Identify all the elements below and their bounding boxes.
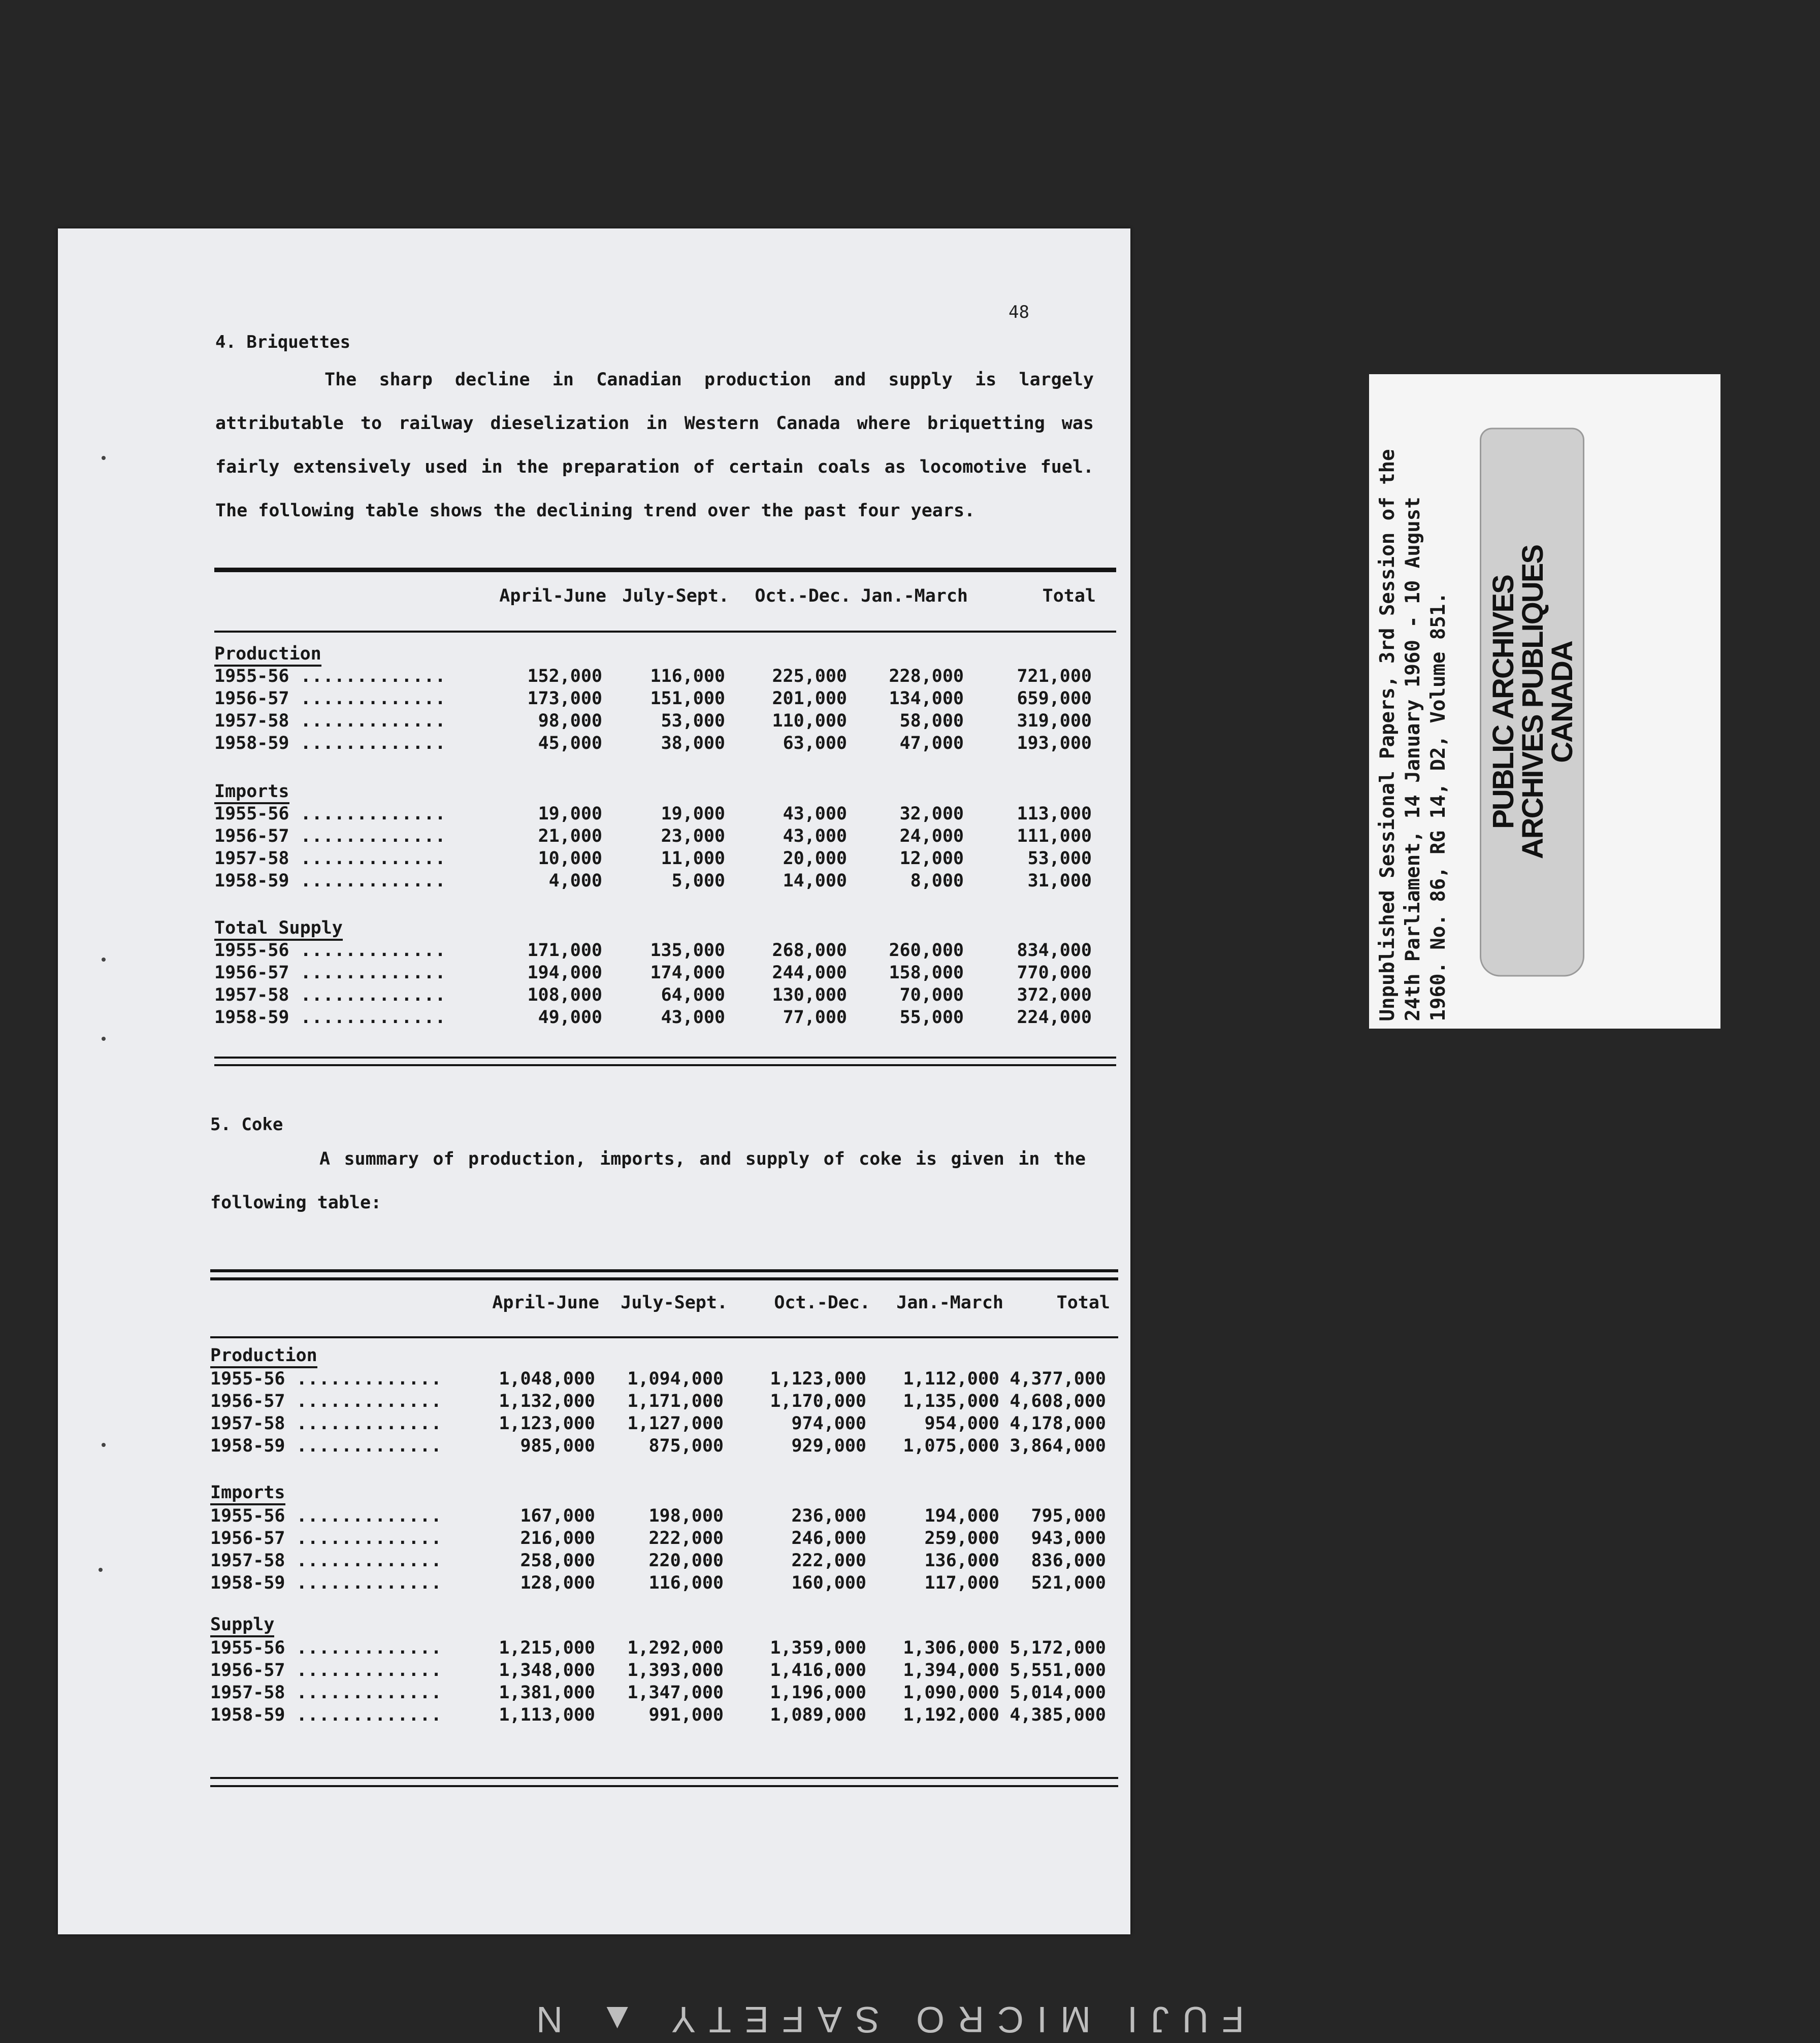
row-year-label: 1958-59 (214, 733, 289, 753)
table-cell: 1,359,000 (770, 1638, 866, 1658)
table-cell: 19,000 (661, 804, 725, 824)
table-cell: 244,000 (772, 963, 847, 983)
dot-leader: ............. (285, 1660, 442, 1680)
table-cell: 795,000 (1031, 1506, 1106, 1526)
table-cell: 1,048,000 (499, 1369, 595, 1389)
table-row (214, 940, 1116, 963)
table-cell: 20,000 (783, 848, 847, 869)
table-cell: 268,000 (772, 940, 847, 961)
dot-leader: ............. (289, 666, 446, 686)
table-cell: 45,000 (538, 733, 602, 753)
column-header: April-June (499, 586, 606, 606)
dot-leader: ............. (285, 1436, 442, 1456)
row-year-label: 1956-57 (210, 1528, 285, 1548)
row-year-label: 1956-57 (214, 688, 289, 709)
table-cell: 1,215,000 (499, 1638, 595, 1658)
table-cell: 521,000 (1031, 1573, 1106, 1593)
dot-leader: ............. (289, 940, 446, 961)
row-year-label: 1955-56 (210, 1506, 285, 1526)
row-year (214, 666, 446, 686)
table-cell: 128,000 (520, 1573, 595, 1593)
table-cell: 43,000 (783, 826, 847, 846)
table-row (210, 1573, 1118, 1595)
table-cell: 201,000 (772, 688, 847, 709)
row-year (214, 826, 446, 846)
table-cell: 11,000 (661, 848, 725, 869)
table-cell: 1,393,000 (627, 1660, 724, 1680)
row-year (214, 688, 446, 709)
table-cell: 222,000 (648, 1528, 724, 1548)
table-cell: 47,000 (899, 733, 964, 753)
table-row (214, 848, 1116, 871)
table-row (210, 1660, 1118, 1683)
table-cell: 23,000 (661, 826, 725, 846)
table-cell: 1,170,000 (770, 1391, 866, 1411)
table-cell: 991,000 (648, 1705, 724, 1725)
row-year (214, 940, 446, 961)
table-cell: 259,000 (924, 1528, 999, 1548)
row-year (214, 711, 446, 731)
archive-card-content (1369, 374, 1720, 1029)
table-cell: 151,000 (650, 688, 725, 709)
citation-line: 24th Parliament, 14 January 1960 - 10 August (1402, 497, 1424, 1021)
table-cell: 53,000 (661, 711, 725, 731)
table-row (214, 985, 1116, 1007)
table-cell: 4,608,000 (1010, 1391, 1106, 1411)
table-row (210, 1436, 1118, 1458)
row-year (210, 1369, 442, 1389)
table-cell: 193,000 (1017, 733, 1092, 753)
column-header: April-June (492, 1293, 599, 1313)
table-row (210, 1638, 1118, 1660)
table-cell: 116,000 (650, 666, 725, 686)
table-cell: 134,000 (889, 688, 964, 709)
table-cell: 1,132,000 (499, 1391, 595, 1411)
table-cell: 198,000 (648, 1506, 724, 1526)
table-rule (214, 631, 1116, 633)
table-row (214, 963, 1116, 985)
row-year (214, 1007, 446, 1028)
table-rule (214, 1057, 1116, 1059)
dot-leader: ............. (289, 826, 446, 846)
table-cell: 194,000 (924, 1506, 999, 1526)
stamp-line: CANADA (1546, 641, 1579, 763)
table-cell: 246,000 (791, 1528, 866, 1548)
table-cell: 372,000 (1017, 985, 1092, 1005)
table-cell: 770,000 (1017, 963, 1092, 983)
dot-leader: ............. (285, 1683, 442, 1703)
table-cell: 5,551,000 (1010, 1660, 1106, 1680)
column-header: Oct.-Dec. (774, 1293, 870, 1313)
table-cell: 24,000 (899, 826, 964, 846)
table-cell: 224,000 (1017, 1007, 1092, 1028)
table-cell: 836,000 (1031, 1551, 1106, 1571)
table-rule (210, 1785, 1118, 1787)
row-year-label: 1958-59 (210, 1705, 285, 1725)
table-cell: 38,000 (661, 733, 725, 753)
row-year (210, 1528, 442, 1548)
row-year-label: 1955-56 (214, 940, 289, 961)
film-speck (102, 456, 106, 460)
row-year-label: 1957-58 (210, 1413, 285, 1434)
briquettes-table (214, 568, 1116, 1070)
row-year-label: 1956-57 (210, 1660, 285, 1680)
column-header: Jan.-March (861, 586, 968, 606)
table-row (214, 733, 1116, 755)
table-cell: 14,000 (783, 871, 847, 891)
table-cell: 8,000 (910, 871, 964, 891)
briquettes-heading: 4. Briquettes (215, 332, 351, 352)
table-cell: 5,000 (671, 871, 725, 891)
row-year (210, 1413, 442, 1434)
dot-leader: ............. (285, 1528, 442, 1548)
table-cell: 130,000 (772, 985, 847, 1005)
table-cell: 1,192,000 (903, 1705, 999, 1725)
table-cell: 4,385,000 (1010, 1705, 1106, 1725)
dot-leader: ............. (285, 1413, 442, 1434)
film-edge-marking: FUJI MICRO SAFETY ▲ N (523, 1999, 1244, 2039)
table-cell: 111,000 (1017, 826, 1092, 846)
table-cell: 1,127,000 (627, 1413, 724, 1434)
coke-heading: 5. Coke (210, 1114, 283, 1135)
table-cell: 721,000 (1017, 666, 1092, 686)
table-cell: 1,113,000 (499, 1705, 595, 1725)
row-year-label: 1955-56 (210, 1369, 285, 1389)
row-year-label: 1956-57 (210, 1391, 285, 1411)
row-year-label: 1955-56 (210, 1638, 285, 1658)
table-cell: 1,347,000 (627, 1683, 724, 1703)
table-cell: 49,000 (538, 1007, 602, 1028)
table-row (210, 1528, 1118, 1551)
table-rule (210, 1277, 1118, 1280)
table-cell: 974,000 (791, 1413, 866, 1434)
table-cell: 954,000 (924, 1413, 999, 1434)
table-row (210, 1506, 1118, 1528)
film-speck (102, 1037, 106, 1041)
table-cell: 135,000 (650, 940, 725, 961)
public-archives-stamp (1480, 428, 1584, 977)
table-cell: 70,000 (899, 985, 964, 1005)
dot-leader: ............. (289, 711, 446, 731)
table-cell: 1,075,000 (903, 1436, 999, 1456)
table-cell: 31,000 (1027, 871, 1092, 891)
briquettes-intro (215, 358, 1094, 533)
table-cell: 64,000 (661, 985, 725, 1005)
citation-line: Unpublished Sessional Papers, 3rd Session of the (1376, 449, 1399, 1021)
row-year (214, 733, 446, 753)
table-row (214, 826, 1116, 848)
row-year-label: 1957-58 (210, 1683, 285, 1703)
table-row (210, 1683, 1118, 1705)
column-header: July-Sept. (621, 1293, 728, 1313)
row-year (210, 1705, 442, 1725)
table-rule (210, 1269, 1118, 1272)
table-cell: 108,000 (527, 985, 602, 1005)
row-year (210, 1391, 442, 1411)
dot-leader: ............. (289, 688, 446, 709)
column-header: Oct.-Dec. (755, 586, 851, 606)
dot-leader: ............. (289, 1007, 446, 1028)
dot-leader: ............. (285, 1391, 442, 1411)
table-cell: 98,000 (538, 711, 602, 731)
table-cell: 1,089,000 (770, 1705, 866, 1725)
table-cell: 260,000 (889, 940, 964, 961)
table-cell: 173,000 (527, 688, 602, 709)
group-title: Imports (214, 781, 289, 804)
row-year-label: 1958-59 (210, 1436, 285, 1456)
film-speck (102, 1443, 106, 1447)
table-cell: 1,348,000 (499, 1660, 595, 1680)
dot-leader: ............. (289, 804, 446, 824)
row-year (210, 1551, 442, 1571)
table-cell: 1,381,000 (499, 1683, 595, 1703)
table-cell: 1,196,000 (770, 1683, 866, 1703)
table-cell: 943,000 (1031, 1528, 1106, 1548)
table-cell: 194,000 (527, 963, 602, 983)
row-year (210, 1660, 442, 1680)
table-cell: 10,000 (538, 848, 602, 869)
dot-leader: ............. (289, 848, 446, 869)
table-cell: 113,000 (1017, 804, 1092, 824)
dot-leader: ............. (289, 871, 446, 891)
film-speck (99, 1568, 103, 1572)
citation-line: 1960. No. 86, RG 14, D2, Volume 851. (1427, 592, 1450, 1021)
row-year-label: 1955-56 (214, 804, 289, 824)
archive-reference-card (1369, 374, 1720, 1029)
table-cell: 225,000 (772, 666, 847, 686)
table-row (214, 1007, 1116, 1030)
table-row (214, 666, 1116, 688)
column-header: Total (1056, 1293, 1110, 1313)
dot-leader: ............. (285, 1506, 442, 1526)
table-cell: 929,000 (791, 1436, 866, 1456)
table-cell: 152,000 (527, 666, 602, 686)
table-cell: 1,416,000 (770, 1660, 866, 1680)
table-cell: 53,000 (1027, 848, 1092, 869)
table-cell: 1,135,000 (903, 1391, 999, 1411)
column-header: Total (1042, 586, 1096, 606)
table-cell: 174,000 (650, 963, 725, 983)
table-cell: 110,000 (772, 711, 847, 731)
table-cell: 19,000 (538, 804, 602, 824)
table-cell: 1,123,000 (499, 1413, 595, 1434)
document-page (58, 228, 1130, 1934)
row-year (214, 804, 446, 824)
table-cell: 4,000 (548, 871, 602, 891)
table-row (214, 688, 1116, 711)
table-cell: 136,000 (924, 1551, 999, 1571)
column-header: Jan.-March (896, 1293, 1003, 1313)
row-year-label: 1955-56 (214, 666, 289, 686)
group-title: Total Supply (214, 918, 343, 941)
row-year-label: 1958-59 (214, 871, 289, 891)
table-cell: 21,000 (538, 826, 602, 846)
column-header: July-Sept. (622, 586, 729, 606)
briquettes-intro-text: The sharp decline in Canadian production and supply is largely attributable to railway dieselization in Western Canada where briquetting was fairly extensively used in the preparation of certain coals as locomotive fuel. The following table shows the declining trend over the past four years. (215, 370, 1094, 521)
group-title: Production (210, 1345, 317, 1368)
table-cell: 228,000 (889, 666, 964, 686)
table-cell: 875,000 (648, 1436, 724, 1456)
table-cell: 171,000 (527, 940, 602, 961)
dot-leader: ............. (285, 1573, 442, 1593)
table-cell: 63,000 (783, 733, 847, 753)
row-year (210, 1436, 442, 1456)
row-year-label: 1957-58 (214, 711, 289, 731)
table-cell: 58,000 (899, 711, 964, 731)
table-cell: 1,112,000 (903, 1369, 999, 1389)
row-year (214, 848, 446, 869)
stamp-line: ARCHIVES PUBLIQUES (1516, 545, 1549, 860)
dot-leader: ............. (289, 963, 446, 983)
table-cell: 167,000 (520, 1506, 595, 1526)
row-year-label: 1956-57 (214, 826, 289, 846)
table-cell: 4,377,000 (1010, 1369, 1106, 1389)
table-row (214, 804, 1116, 826)
table-cell: 216,000 (520, 1528, 595, 1548)
table-cell: 319,000 (1017, 711, 1092, 731)
group-title: Supply (210, 1614, 274, 1637)
row-year (214, 963, 446, 983)
table-cell: 1,171,000 (627, 1391, 724, 1411)
dot-leader: ............. (285, 1638, 442, 1658)
coke-intro (210, 1137, 1086, 1225)
table-cell: 12,000 (899, 848, 964, 869)
table-cell: 4,178,000 (1010, 1413, 1106, 1434)
table-row (210, 1413, 1118, 1436)
table-cell: 43,000 (661, 1007, 725, 1028)
table-row (210, 1391, 1118, 1413)
table-cell: 1,306,000 (903, 1638, 999, 1658)
page-number: 48 (1009, 302, 1029, 322)
table-row (210, 1551, 1118, 1573)
table-rule (210, 1336, 1118, 1338)
row-year (214, 871, 446, 891)
table-cell: 236,000 (791, 1506, 866, 1526)
row-year-label: 1957-58 (214, 985, 289, 1005)
table-row (210, 1705, 1118, 1727)
table-cell: 55,000 (899, 1007, 964, 1028)
table-cell: 1,394,000 (903, 1660, 999, 1680)
row-year-label: 1956-57 (214, 963, 289, 983)
group-title: Imports (210, 1482, 285, 1505)
table-cell: 5,014,000 (1010, 1683, 1106, 1703)
dot-leader: ............. (285, 1551, 442, 1571)
table-row (214, 711, 1116, 733)
dot-leader: ............. (285, 1705, 442, 1725)
row-year (214, 985, 446, 1005)
table-rule (214, 1064, 1116, 1066)
table-cell: 1,090,000 (903, 1683, 999, 1703)
table-cell: 220,000 (648, 1551, 724, 1571)
table-rule (210, 1777, 1118, 1779)
table-rule (214, 568, 1116, 572)
table-cell: 834,000 (1017, 940, 1092, 961)
table-cell: 5,172,000 (1010, 1638, 1106, 1658)
group-title: Production (214, 644, 321, 667)
table-cell: 160,000 (791, 1573, 866, 1593)
row-year (210, 1573, 442, 1593)
dot-leader: ............. (289, 733, 446, 753)
stamp-line: PUBLIC ARCHIVES (1487, 575, 1520, 829)
dot-leader: ............. (285, 1369, 442, 1389)
table-cell: 659,000 (1017, 688, 1092, 709)
table-cell: 77,000 (783, 1007, 847, 1028)
coke-table (210, 1269, 1118, 1807)
table-cell: 1,094,000 (627, 1369, 724, 1389)
table-cell: 32,000 (899, 804, 964, 824)
row-year-label: 1957-58 (210, 1551, 285, 1571)
table-cell: 258,000 (520, 1551, 595, 1571)
row-year-label: 1957-58 (214, 848, 289, 869)
row-year (210, 1506, 442, 1526)
coke-intro-text: A summary of production, imports, and supply of coke is given in the following table: (210, 1149, 1086, 1213)
table-cell: 158,000 (889, 963, 964, 983)
film-speck (102, 958, 106, 962)
table-cell: 1,292,000 (627, 1638, 724, 1658)
table-row (210, 1369, 1118, 1391)
table-cell: 117,000 (924, 1573, 999, 1593)
dot-leader: ............. (289, 985, 446, 1005)
row-year-label: 1958-59 (214, 1007, 289, 1028)
table-cell: 116,000 (648, 1573, 724, 1593)
table-cell: 1,123,000 (770, 1369, 866, 1389)
table-cell: 43,000 (783, 804, 847, 824)
table-cell: 222,000 (791, 1551, 866, 1571)
table-cell: 3,864,000 (1010, 1436, 1106, 1456)
row-year (210, 1638, 442, 1658)
row-year (210, 1683, 442, 1703)
row-year-label: 1958-59 (210, 1573, 285, 1593)
table-row (214, 871, 1116, 893)
table-cell: 985,000 (520, 1436, 595, 1456)
